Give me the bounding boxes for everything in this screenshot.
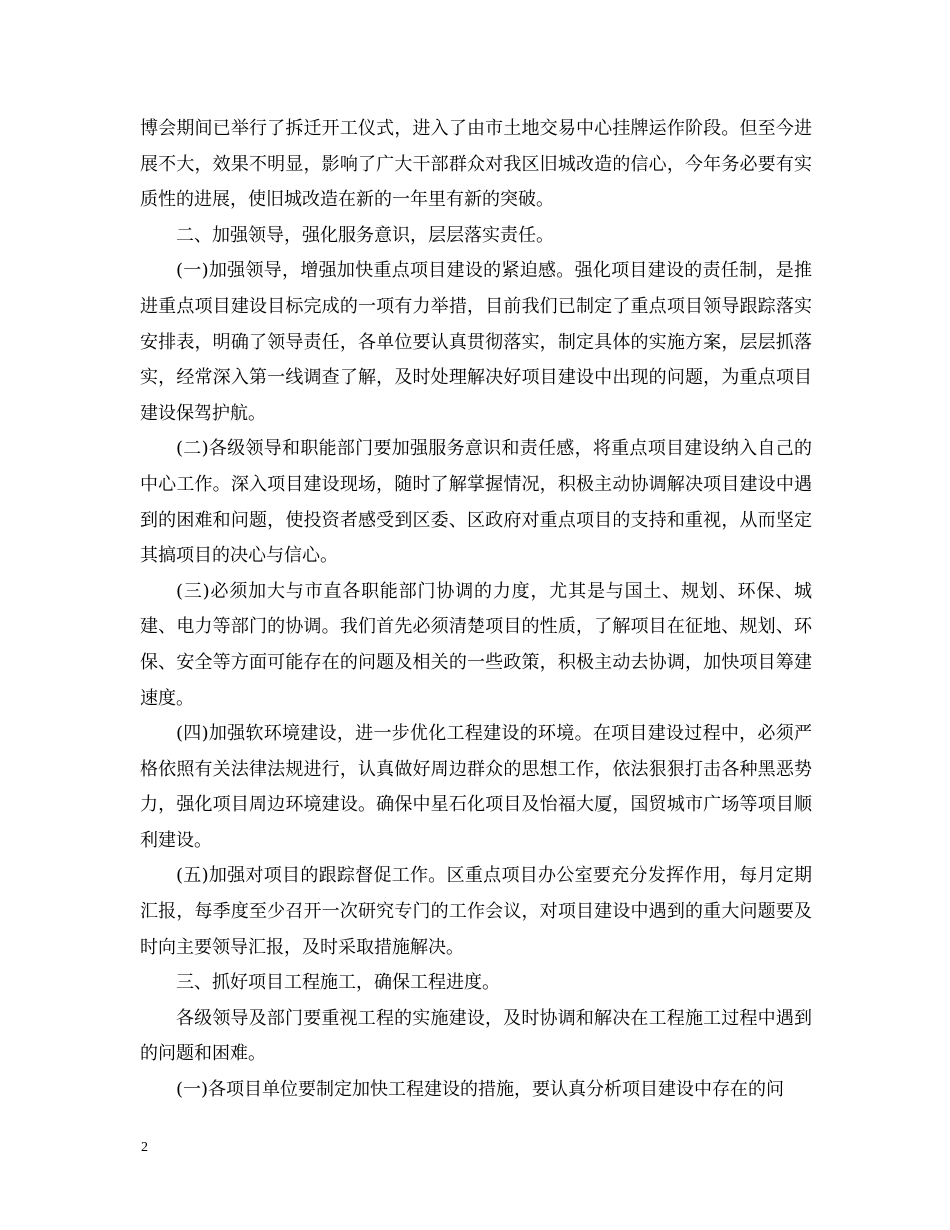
page-number: 2 — [141, 1140, 148, 1155]
paragraph: (三)必须加大与市直各职能部门协调的力度，尤其是与国土、规划、环保、城建、电力等部门的协调。我们首先必须清楚项目的性质，了解项目在征地、规划、环保、安全等方面可能存在的问题及相关的一些政策，积极主动去协调，加快项目筹建速度。 — [140, 580, 812, 709]
paragraph: (四)加强软环境建设，进一步优化工程建设的环境。在项目建设过程中，必须严格依照有关法律法规进行，认真做好周边群众的思想工作，依法狠狠打击各种黑恶势力，强化项目周边环境建设。确保中星石化项目及怡福大厦，国贸城市广场等项目顺利建设。 — [140, 723, 812, 851]
paragraph: (二)各级领导和职能部门要加强服务意识和责任感，将重点项目建设纳入自己的中心工作。深入项目建设现场，随时了解掌握情况，积极主动协调解决项目建设中遇到的困难和问题，使投资者感受到区委、区政府对重点项目的支持和重视，从而坚定其搞项目的决心与信心。 — [140, 438, 812, 567]
paragraph: (五)加强对项目的跟踪督促工作。区重点项目办公室要充分发挥作用，每月定期汇报，每季度至少召开一次研究专门的工作会议，对项目建设中遇到的重大问题要及时向主要领导汇报，及时采取措施解决。 — [140, 865, 812, 958]
paragraph: (一)加强领导，增强加快重点项目建设的紧迫感。强化项目建设的责任制，是推进重点项目建设目标完成的一项有力举措，目前我们已制定了重点项目领导跟踪落实安排表，明确了领导责任，各单位要认真贯彻落实，制定具体的实施方案，层层抓落实，经常深入第一线调查了解，及时处理解决好项目建设中出现的问题，为重点项目建设保驾护航。 — [140, 260, 812, 424]
paragraph: 各级领导及部门要重视工程的实施建设，及时协调和解决在工程施工过程中遇到的问题和困难。 — [140, 1007, 812, 1065]
paragraph: 博会期间已举行了拆迁开工仪式，进入了由市土地交易中心挂牌运作阶段。但至今进展不大，效果不明显，影响了广大干部群众对我区旧城改造的信心，今年务必要有实质性的进展，使旧城改造在新的一年里有新的突破。 — [140, 118, 812, 211]
section-heading: 三、抓好项目工程施工，确保工程进度。 — [176, 972, 500, 994]
paragraph: (一)各项目单位要制定加快工程建设的措施，要认真分析项目建设中存在的问 — [176, 1079, 785, 1101]
section-heading: 二、加强领导，强化服务意识，层层落实责任。 — [176, 224, 554, 246]
document-body — [140, 111, 812, 1108]
